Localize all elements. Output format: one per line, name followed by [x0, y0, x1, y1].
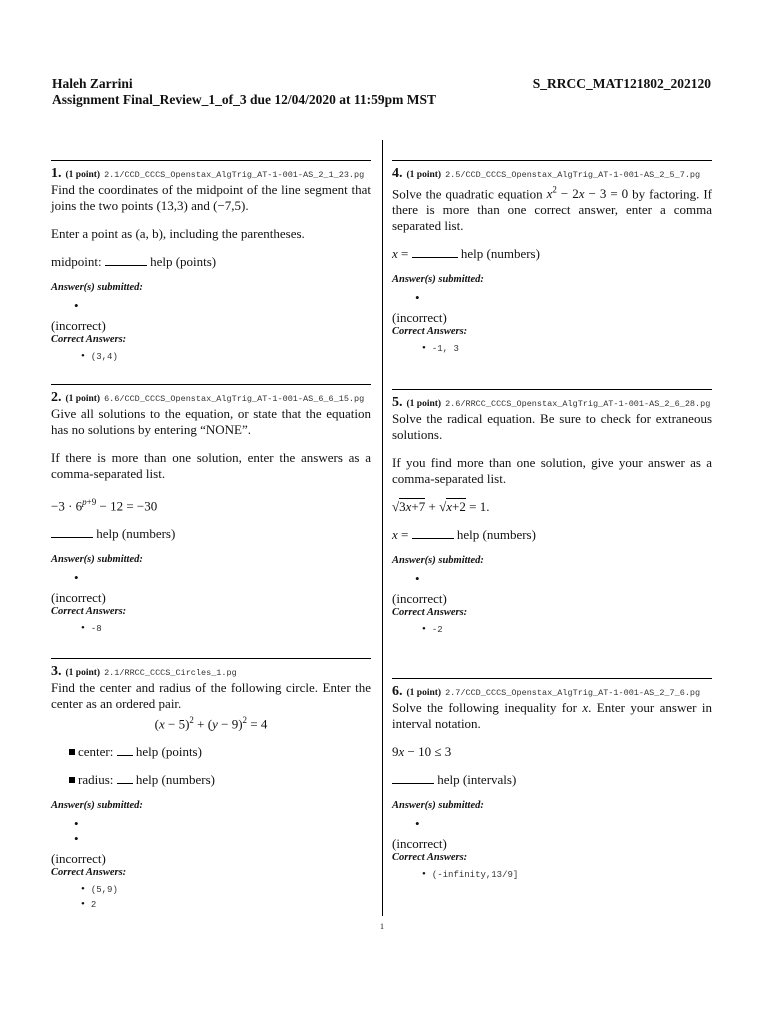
problem-number: 4.: [392, 166, 403, 181]
problem-3: [51, 658, 371, 922]
submitted-bullet: •: [74, 298, 79, 313]
correct-answers-label: Correct Answers:: [392, 326, 468, 338]
status-incorrect: (incorrect): [51, 590, 106, 606]
assignment-title: Assignment Final_Review_1_of_3 due 12/04/2020 at 11:59pm MST: [52, 92, 437, 107]
problem-source: 2.7/CCD_CCCS_Openstax_AlgTrig_AT-1-001-AS_2_7_6.pg: [445, 688, 701, 698]
answers-submitted-label: Answer(s) submitted:: [51, 800, 143, 812]
answers-submitted-label: Answer(s) submitted:: [392, 555, 484, 566]
radius-input[interactable]: [117, 772, 133, 784]
answer-input[interactable]: [392, 772, 434, 784]
problem-2: [51, 384, 371, 658]
problem-5: [392, 389, 712, 678]
problem-points: (1 point): [406, 170, 442, 180]
problem-text: Find the coordinates of the midpoint of the line segment that joins the two points (13,3) and (−7,5).: [51, 182, 371, 213]
problem-number: 5.: [392, 395, 403, 410]
equation: $(x - 5)^2 + (y - 9)^2 = 4$: [154, 715, 268, 732]
answer-input[interactable]: [412, 527, 454, 539]
submitted-bullet: •: [415, 290, 420, 306]
submitted-bullet: •: [74, 570, 79, 586]
problem-text: Find the center and radius of the following circle. Enter the center as an ordered pair.: [51, 680, 371, 711]
answer-line: x = help (numbers): [392, 246, 540, 262]
correct-answers-label: Correct Answers:: [51, 334, 127, 345]
answer-line: [51, 254, 371, 270]
answers-submitted-label: Answer(s) submitted:: [392, 274, 484, 286]
student-name: Haleh Zarrini: [52, 76, 133, 91]
center-input[interactable]: [117, 744, 133, 756]
answer-line: [392, 772, 712, 788]
answer-label: midpoint:: [51, 254, 102, 269]
problem-text: Solve the following inequality for x. Enter your answer in interval notation.: [392, 700, 712, 731]
problem-points: (1 point): [65, 170, 101, 180]
submitted-bullet: •: [415, 571, 420, 586]
bullet-square-icon: [69, 749, 75, 755]
correct-answer: • (-infinity,13/9]: [422, 867, 712, 882]
correct-answer: • -1, 3: [422, 341, 712, 356]
inequality: 9x − 10 ≤ 3: [392, 744, 452, 759]
page-number: 1: [380, 922, 384, 931]
column-divider: [382, 140, 383, 916]
left-column: [51, 160, 371, 922]
status-incorrect: (incorrect): [51, 851, 106, 867]
problem-text: Solve the quadratic equation $x^2 - 2x - 3 = 0$ by factoring. If there is more than one correct answer, enter a comma separated list.: [392, 185, 712, 234]
bullet-square-icon: [69, 777, 75, 783]
problem-text: Give all solutions to the equation, or state that the equation has no solutions by entering “NONE”.: [51, 406, 371, 437]
status-incorrect: (incorrect): [392, 310, 447, 326]
submitted-bullet: •: [74, 816, 79, 832]
help-link[interactable]: help (numbers): [456, 527, 536, 542]
correct-answers-label: Correct Answers:: [51, 867, 127, 879]
correct-answer: • 2: [81, 897, 371, 912]
status-incorrect: (incorrect): [392, 836, 447, 851]
equation: $-3 \cdot 6^{p+9} - 12 = -30$: [51, 497, 158, 514]
correct-answer: • (3,4): [81, 349, 371, 364]
status-incorrect: (incorrect): [392, 591, 447, 606]
answer-line: [51, 526, 371, 542]
radius-label: radius:: [78, 772, 114, 788]
problem-points: (1 point): [65, 394, 101, 404]
submitted-bullet: •: [74, 831, 79, 847]
help-link[interactable]: help (points): [150, 254, 217, 269]
help-link[interactable]: help (points): [135, 744, 202, 760]
answers-submitted-label: Answer(s) submitted:: [392, 800, 484, 811]
right-column: [392, 160, 712, 912]
problem-number: 3.: [51, 664, 62, 679]
help-link[interactable]: help (numbers): [96, 526, 176, 542]
problem-source: 2.1/RRCC_CCCS_Circles_1.pg: [104, 668, 237, 678]
submitted-bullet: •: [415, 816, 420, 831]
answers-submitted-label: Answer(s) submitted:: [51, 282, 143, 293]
status-incorrect: (incorrect): [51, 318, 106, 333]
center-line: [69, 744, 371, 760]
correct-answer: • -8: [81, 621, 371, 636]
problem-instruction: If you find more than one solution, give your answer as a comma-separated list.: [392, 455, 712, 486]
problem-1: [51, 160, 371, 384]
equation: √3x+7 + √x+2 = 1.: [392, 499, 490, 514]
problem-text: Solve the radical equation. Be sure to check for extraneous solutions.: [392, 411, 712, 442]
problem-6: [392, 678, 712, 912]
help-link[interactable]: help (intervals): [437, 772, 517, 787]
radius-line: [69, 772, 371, 788]
correct-answers-label: Correct Answers:: [392, 852, 468, 863]
problem-number: 1.: [51, 166, 62, 181]
answer-line: x = help (numbers): [392, 527, 536, 542]
answer-input[interactable]: [105, 254, 147, 266]
problem-4: [392, 160, 712, 389]
problem-points: (1 point): [406, 688, 442, 698]
problem-source: 2.5/CCD_CCCS_Openstax_AlgTrig_AT-1-001-AS_2_5_7.pg: [445, 170, 701, 180]
problem-instruction: If there is more than one solution, enter the answers as a comma-separated list.: [51, 450, 371, 481]
problem-source: 2.6/RRCC_CCCS_Openstax_AlgTrig_AT-1-001-AS_2_6_28.pg: [445, 399, 711, 409]
correct-answers-label: Correct Answers:: [51, 606, 127, 618]
problem-number: 6.: [392, 684, 403, 699]
center-label: center:: [78, 744, 114, 760]
problem-points: (1 point): [65, 668, 101, 678]
problem-number: 2.: [51, 390, 62, 405]
help-link[interactable]: help (numbers): [460, 246, 540, 262]
problem-instruction: Enter a point as (a, b), including the parentheses.: [51, 226, 305, 241]
problem-source: 6.6/CCD_CCCS_Openstax_AlgTrig_AT-1-001-AS_6_6_15.pg: [104, 394, 365, 404]
answer-input[interactable]: [412, 246, 458, 258]
correct-answers-label: Correct Answers:: [392, 607, 468, 618]
answer-input[interactable]: [51, 526, 93, 538]
course-code: S_RRCC_MAT121802_202120: [532, 76, 711, 91]
problem-source: 2.1/CCD_CCCS_Openstax_AlgTrig_AT-1-001-AS_2_1_23.pg: [104, 170, 365, 180]
answers-submitted-label: Answer(s) submitted:: [51, 554, 143, 566]
correct-answer: • (5,9): [81, 882, 371, 897]
problem-points: (1 point): [406, 399, 442, 409]
help-link[interactable]: help (numbers): [135, 772, 215, 788]
correct-answer: • -2: [422, 622, 712, 637]
